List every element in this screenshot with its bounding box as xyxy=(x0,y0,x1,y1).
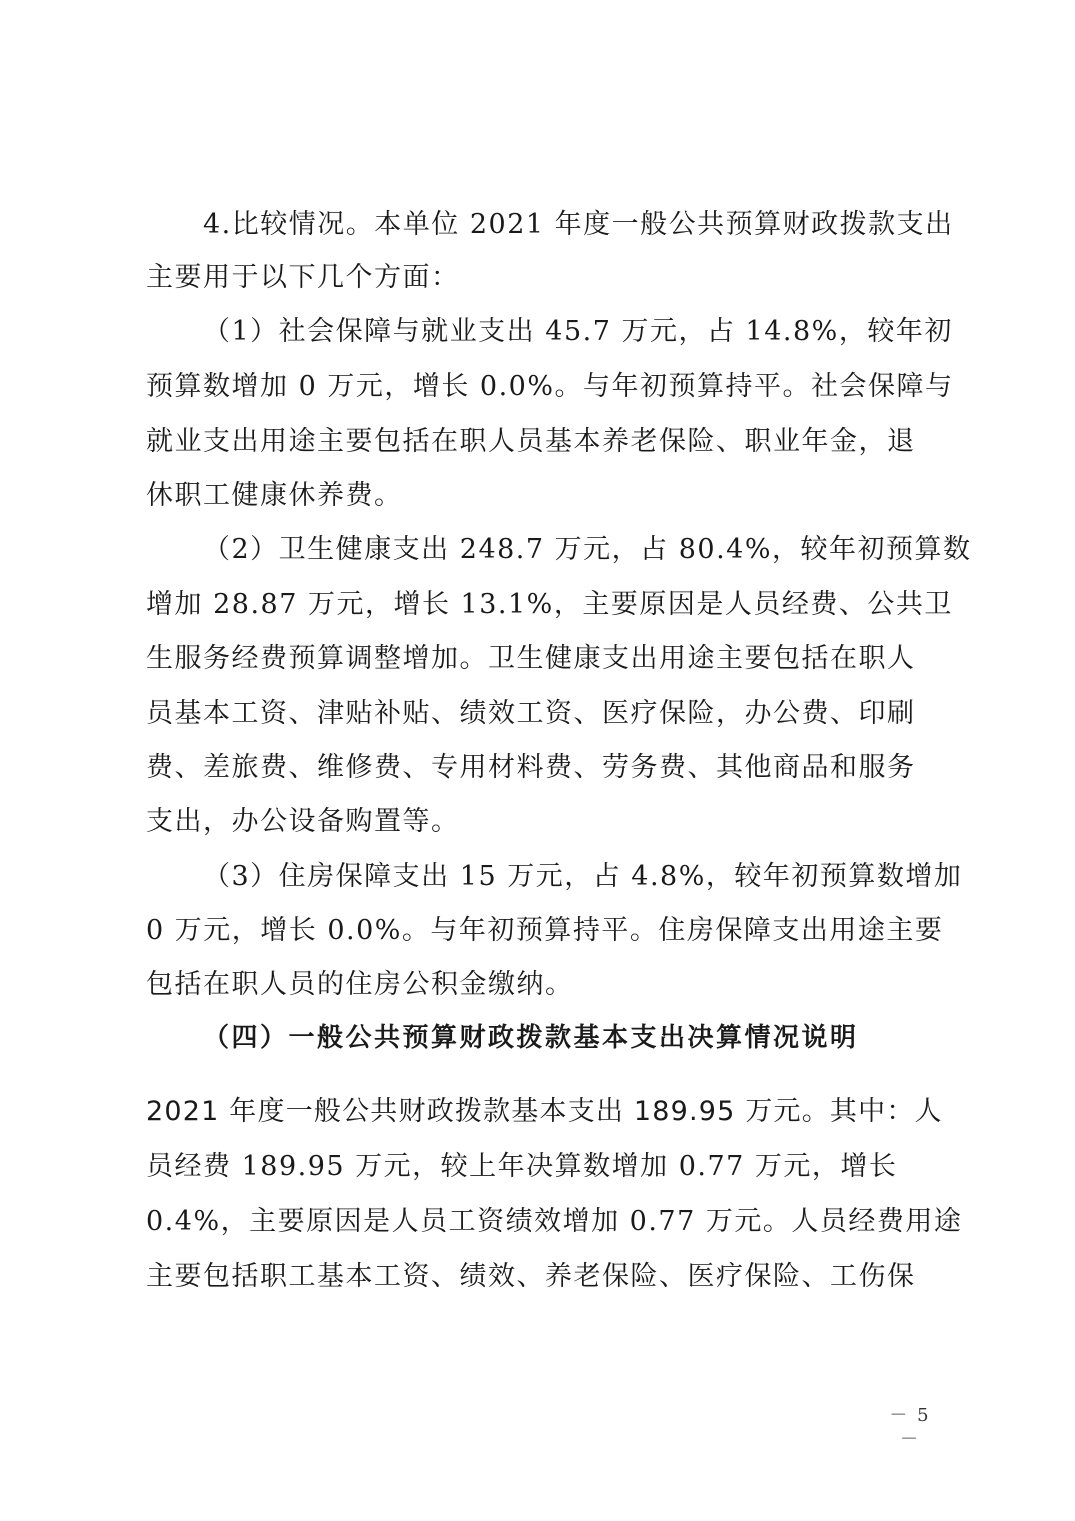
paragraph-line: 费、差旅费、维修费、专用材料费、劳务费、其他商品和服务 xyxy=(146,752,916,783)
paragraph-line: 2021 年度一般公共财政拨款基本支出 189.95 万元。其中：人 xyxy=(146,1096,943,1127)
paragraph-line: 休职工健康休养费。 xyxy=(146,480,403,511)
paragraph-line: 就业支出用途主要包括在职人员基本养老保险、职业年金，退 xyxy=(146,426,916,457)
section-heading: （四）一般公共预算财政拨款基本支出决算情况说明 xyxy=(203,1023,859,1053)
paragraph-line: 员基本工资、津贴补贴、绩效工资、医疗保险，办公费、印刷 xyxy=(146,698,916,729)
paragraph-line: 0 万元，增长 0.0%。与年初预算持平。住房保障支出用途主要 xyxy=(146,915,944,946)
page-number: － 5 － xyxy=(889,1405,931,1450)
paragraph-line: 生服务经费预算调整增加。卫生健康支出用途主要包括在职人 xyxy=(146,643,916,674)
paragraph-line: 包括在职人员的住房公积金缴纳。 xyxy=(146,969,574,1000)
paragraph-line: （1）社会保障与就业支出 45.7 万元，占 14.8%，较年初 xyxy=(203,316,953,347)
paragraph-line: 0.4%，主要原因是人员工资绩效增加 0.77 万元。人员经费用途 xyxy=(146,1206,963,1237)
paragraph-line: 主要包括职工基本工资、绩效、养老保险、医疗保险、工伤保 xyxy=(146,1261,916,1292)
paragraph-line: 预算数增加 0 万元，增长 0.0%。与年初预算持平。社会保障与 xyxy=(146,371,954,402)
paragraph-line: （3）住房保障支出 15 万元，占 4.8%，较年初预算数增加 xyxy=(203,861,963,892)
paragraph-line: 4.比较情况。本单位 2021 年度一般公共预算财政拨款支出 xyxy=(203,209,954,240)
paragraph-line: （2）卫生健康支出 248.7 万元，占 80.4%，较年初预算数 xyxy=(203,534,972,565)
paragraph-line: 主要用于以下几个方面： xyxy=(146,262,460,293)
paragraph-line: 支出，办公设备购置等。 xyxy=(146,806,460,837)
paragraph-line: 员经费 189.95 万元，较上年决算数增加 0.77 万元，增长 xyxy=(146,1151,898,1182)
paragraph-line: 增加 28.87 万元，增长 13.1%，主要原因是人员经费、公共卫 xyxy=(146,589,953,620)
